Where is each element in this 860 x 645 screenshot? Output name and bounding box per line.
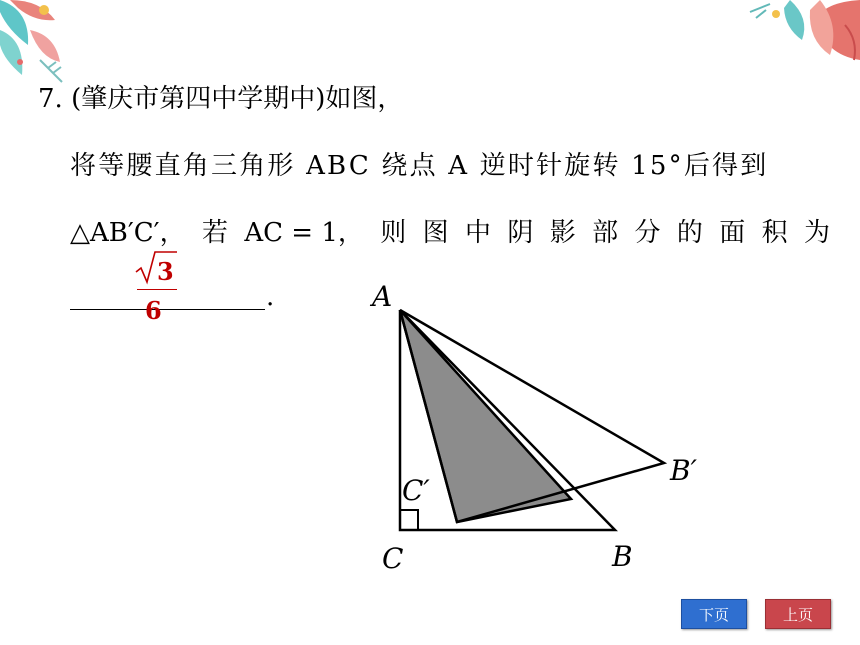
answer-denominator: 6 <box>145 296 162 325</box>
question-line-2 <box>70 212 830 249</box>
next-page-button[interactable]: 下页 <box>681 599 747 629</box>
answer-period: . <box>266 282 275 312</box>
label-b: B <box>612 540 633 573</box>
question-line-2-part: 阴 <box>507 218 534 248</box>
question-line-2-part: 图 <box>422 218 449 248</box>
label-c: C <box>382 542 404 575</box>
answer-fraction <box>133 246 178 330</box>
floral-decoration-top-right <box>730 0 860 65</box>
question-header <box>38 78 403 115</box>
question-line-1: 将等腰直角三角形 ABC 绕点 A 逆时针旋转 15°后得到 <box>70 151 769 181</box>
answer-fraction-bar <box>137 289 177 290</box>
geometry-figure <box>360 270 740 580</box>
previous-page-button[interactable]: 上页 <box>765 599 831 629</box>
label-a: A <box>372 280 393 313</box>
question-line-2-part: 若 <box>201 218 228 248</box>
answer-numerator-sqrt <box>133 246 178 286</box>
question-line-2-part: 为 <box>803 218 830 248</box>
question-line-2-part: AC = 1， <box>244 218 364 248</box>
question-line-2-part: 分 <box>634 218 661 248</box>
question-line-2-part: 中 <box>464 218 491 248</box>
question-line-2-part: 影 <box>549 218 576 248</box>
question-line-2-part: 面 <box>719 218 746 248</box>
question-line-2-part: 则 <box>380 218 407 248</box>
question-line-2-part: 的 <box>676 218 703 248</box>
question-line-2-part: 积 <box>761 218 788 248</box>
label-c-prime: C′ <box>402 474 430 507</box>
label-b-prime: B′ <box>670 454 697 487</box>
right-angle-mark <box>400 510 418 530</box>
question-source: (肇庆市第四中学期中)如图， <box>71 84 404 114</box>
question-line-2-part: △AB′C′， <box>70 218 186 248</box>
floral-decoration-top-left <box>0 0 80 90</box>
answer-numerator: 3 <box>157 257 174 286</box>
question-line-2-part: 部 <box>592 218 619 248</box>
question-number: 7. <box>38 84 63 114</box>
